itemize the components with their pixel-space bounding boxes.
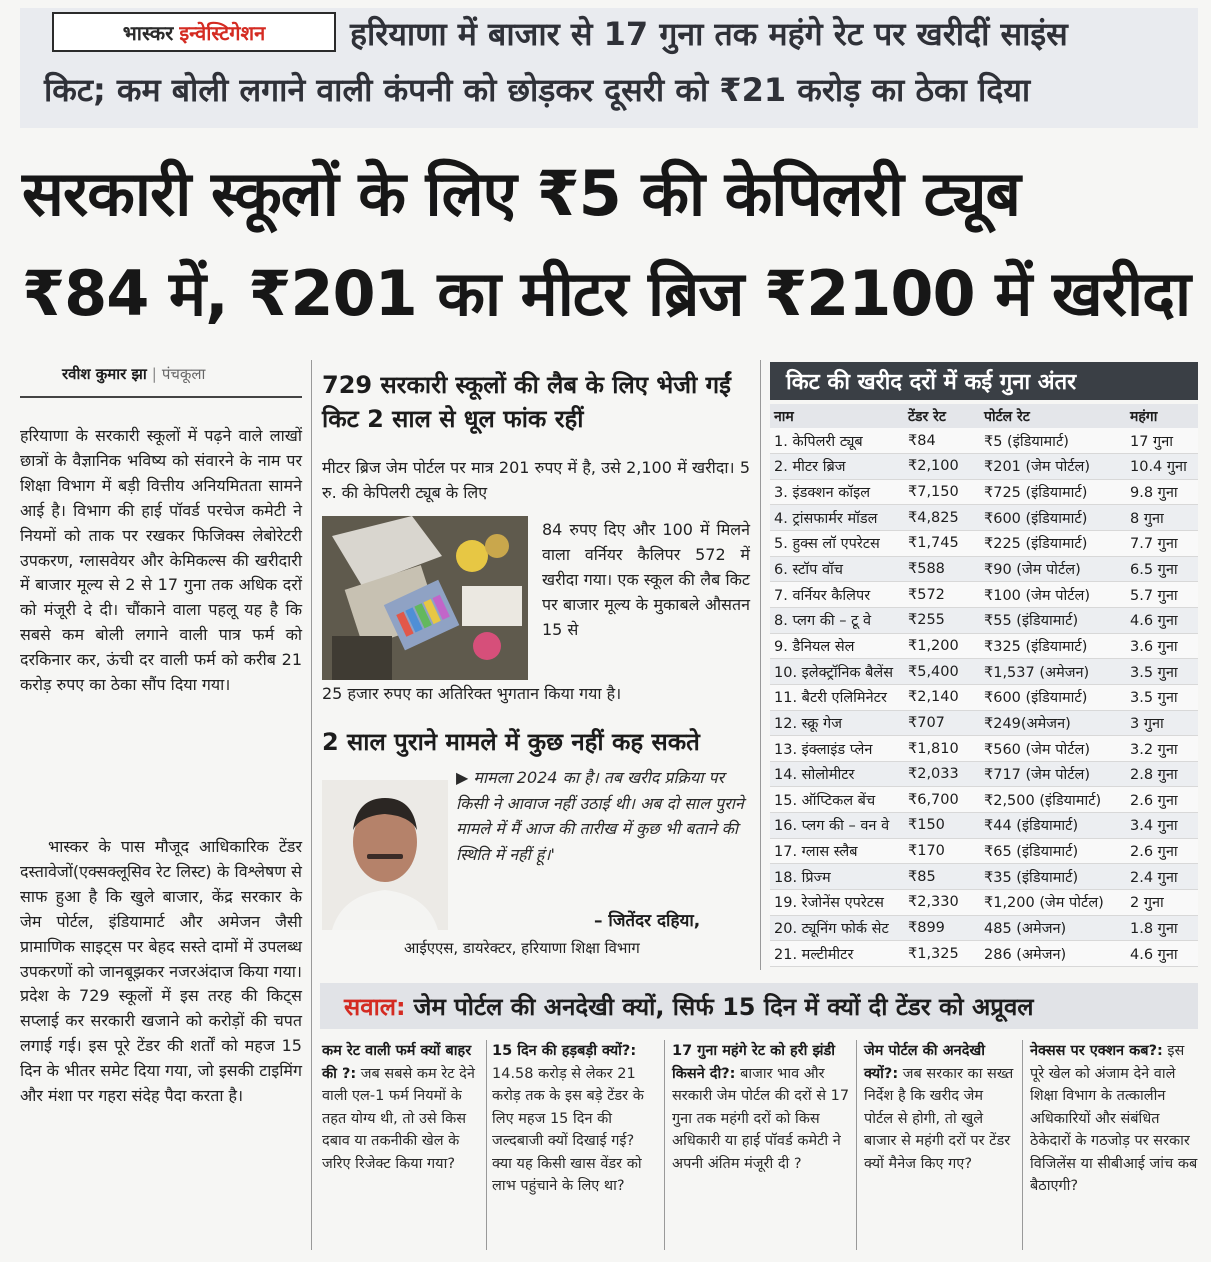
portal-rate-cell: ₹201 (जेम पोर्टल)	[980, 454, 1126, 480]
item-name-cell: 20. ट्यूनिंग फोर्क सेट	[770, 915, 904, 941]
section-brand-badge	[52, 12, 336, 52]
item-name-cell: 11. बैटरी एलिमिनेटर	[770, 684, 904, 710]
tender-rate-cell: ₹5,400	[904, 659, 980, 685]
costlier-cell: 3.6 गुना	[1126, 633, 1198, 659]
question-title: 17 गुना महंगे रेट को हरी झंडी किसने दी?:	[672, 1043, 835, 1082]
costlier-cell: 4.6 गुना	[1126, 607, 1198, 633]
story-paragraph-2: भास्कर के पास मौजूद आधिकारिक टेंडर दस्तावेजों(एक्सक्लूसिव रेट लिस्ट) के विश्लेषण से साफ हुआ है कि खुले बाजार, केंद्र सरकार के जेम पोर्टल, इंडियामार्ट और अमेजन जैसी प्रामाणिक साइट्स पर बेहद सस्ते दामों में उपलब्ध उपकरणों को जानबूझकर नजरअंदाज किया गया। प्रदेश के 729 स्कूलों में इस तरह की किट्स सप्लाई कर सरकारी खजाने को करोड़ों की चपत लगाई गई। इस पूरे टेंडर की शर्तों को महज 15 दिन के भीतर समेट दिया गया, जो इसकी टाइमिंग और मंशा पर गहरा संदेह पैदा करता है।	[20, 837, 302, 1106]
questions-banner	[320, 983, 1198, 1029]
middle-paragraph-right: 84 रुपए दिए और 100 में मिलने वाला वर्नियर कैलिपर 572 में खरीदा गया। एक स्कूल की लैब किट पर बाजार मूल्य के मुकाबले औसतन 15 से	[542, 520, 750, 639]
quote-speaker-designation: आईएएस, डायरेक्टर, हरियाणा शिक्षा विभाग	[404, 939, 640, 957]
table-header-row	[770, 404, 1198, 428]
table-row	[770, 710, 1198, 736]
portal-rate-cell: ₹5 (इंडियामार्ट)	[980, 428, 1126, 454]
subhead-labs: 729 सरकारी स्कूलों की लैब के लिए भेजी गईं किट 2 साल से धूल फांक रहीं	[322, 371, 731, 433]
portal-rate-cell: ₹560 (जेम पोर्टल)	[980, 736, 1126, 762]
costlier-cell: 2.6 गुना	[1126, 787, 1198, 813]
lab-kit-image	[322, 516, 528, 680]
portal-rate-cell: ₹1,200 (जेम पोर्टल)	[980, 890, 1126, 916]
questions-banner-text: जेम पोर्टल की अनदेखी क्यों, सिर्फ 15 दिन में क्यों दी टेंडर को अप्रूवल	[413, 992, 1034, 1021]
portal-rate-cell: 286 (अमेजन)	[980, 941, 1126, 967]
costlier-cell: 7.7 गुना	[1126, 531, 1198, 557]
table-row	[770, 428, 1198, 454]
item-name-cell: 15. ऑप्टिकल बेंच	[770, 787, 904, 813]
question-item	[864, 1040, 1016, 1175]
table-row	[770, 684, 1198, 710]
item-name-cell: 1. केपिलरी ट्यूब	[770, 428, 904, 454]
portal-rate-cell: ₹325 (इंडियामार्ट)	[980, 633, 1126, 659]
table-row	[770, 633, 1198, 659]
rate-table-title: किट की खरीद दरों में कई गुना अंतर	[770, 362, 1198, 400]
portal-rate-cell: ₹44 (इंडियामार्ट)	[980, 813, 1126, 839]
costlier-cell: 2.8 गुना	[1126, 761, 1198, 787]
column-header-tender-rate: टेंडर रेट	[904, 404, 980, 428]
item-name-cell: 17. ग्लास स्लैब	[770, 838, 904, 864]
question-title: 15 दिन की हड़बड़ी क्यों?:	[492, 1043, 637, 1059]
costlier-cell: 2.6 गुना	[1126, 838, 1198, 864]
question-title: नेक्सस पर एक्शन कब?:	[1030, 1043, 1163, 1059]
costlier-cell: 3 गुना	[1126, 710, 1198, 736]
tender-rate-cell: ₹2,100	[904, 454, 980, 480]
portal-rate-cell: ₹2,500 (इंडियामार्ट)	[980, 787, 1126, 813]
kicker-line-2: किट; कम बोली लगाने वाली कंपनी को छोड़कर दूसरी को ₹21 करोड़ का ठेका दिया	[44, 71, 1031, 109]
tender-rate-cell: ₹707	[904, 710, 980, 736]
tender-rate-cell: ₹170	[904, 838, 980, 864]
table-row	[770, 479, 1198, 505]
item-name-cell: 14. सोलोमीटर	[770, 761, 904, 787]
portal-rate-cell: ₹225 (इंडियामार्ट)	[980, 531, 1126, 557]
portal-rate-cell: ₹249(अमेजन)	[980, 710, 1126, 736]
kicker-line-1: हरियाणा में बाजार से 17 गुना तक महंगे रेट पर खरीदीं साइंस	[350, 15, 1068, 53]
quote-mark-icon: ▶	[456, 768, 469, 787]
table-row	[770, 736, 1198, 762]
costlier-cell: 2.4 गुना	[1126, 864, 1198, 890]
question-item	[672, 1040, 850, 1175]
table-row	[770, 915, 1198, 941]
table-row	[770, 531, 1198, 557]
portal-rate-cell: ₹600 (इंडियामार्ट)	[980, 505, 1126, 531]
item-name-cell: 7. वर्नियर कैलिपर	[770, 582, 904, 608]
question-text: 14.58 करोड़ से लेकर 21 करोड़ तक के इस बड़े टेंडर के लिए महज 15 दिन की जल्दबाजी क्यों दिखाई गई? क्या यह किसी खास वेंडर को लाभ पहुंचाने के लिए था?	[492, 1065, 644, 1194]
subhead-official-response: 2 साल पुराने मामले में कुछ नहीं कह सकते	[322, 728, 700, 756]
table-row	[770, 454, 1198, 480]
questions-label: सवाल:	[344, 992, 406, 1021]
rate-comparison-table	[770, 404, 1198, 967]
costlier-cell: 5.7 गुना	[1126, 582, 1198, 608]
portal-rate-cell: ₹90 (जेम पोर्टल)	[980, 556, 1126, 582]
question-title: जेम पोर्टल की अनदेखी क्यों?:	[864, 1043, 986, 1082]
costlier-cell: 2 गुना	[1126, 890, 1198, 916]
costlier-cell: 8 गुना	[1126, 505, 1198, 531]
table-row	[770, 607, 1198, 633]
column-divider-1	[311, 360, 312, 1250]
question-item	[322, 1040, 482, 1175]
tender-rate-cell: ₹2,033	[904, 761, 980, 787]
portal-rate-cell: ₹35 (इंडियामार्ट)	[980, 864, 1126, 890]
tender-rate-cell: ₹1,200	[904, 633, 980, 659]
question-item	[492, 1040, 658, 1198]
tender-rate-cell: ₹588	[904, 556, 980, 582]
portal-rate-cell: ₹55 (इंडियामार्ट)	[980, 607, 1126, 633]
costlier-cell: 1.8 गुना	[1126, 915, 1198, 941]
tender-rate-cell: ₹150	[904, 813, 980, 839]
table-row	[770, 838, 1198, 864]
column-header-costlier: महंगा	[1126, 404, 1198, 428]
item-name-cell: 6. स्टॉप वॉच	[770, 556, 904, 582]
table-row	[770, 813, 1198, 839]
item-name-cell: 16. प्लग की – वन वे	[770, 813, 904, 839]
table-row	[770, 505, 1198, 531]
middle-paragraph-bottom: 25 हजार रुपए का अतिरिक्त भुगतान किया गया है।	[322, 684, 622, 703]
column-header-name: नाम	[770, 404, 904, 428]
table-row	[770, 941, 1198, 967]
portal-rate-cell: ₹717 (जेम पोर्टल)	[980, 761, 1126, 787]
table-row	[770, 787, 1198, 813]
question-text: बाजार भाव और सरकारी जेम पोर्टल की दरों से 17 गुना तक महंगी दरों को किस अधिकारी या हाई पॉवर्ड कमेटी ने अपनी अंतिम मंजूरी दी ?	[672, 1065, 850, 1172]
tender-rate-cell: ₹6,700	[904, 787, 980, 813]
tender-rate-cell: ₹7,150	[904, 479, 980, 505]
item-name-cell: 10. इलेक्ट्रॉनिक बैलेंस	[770, 659, 904, 685]
item-name-cell: 5. हुक्स लॉ एपरेटस	[770, 531, 904, 557]
byline: रवीश कुमार झा | पंचकूला	[62, 365, 206, 383]
portal-rate-cell: ₹600 (इंडियामार्ट)	[980, 684, 1126, 710]
section-name: इन्वेस्टिगेशन	[179, 20, 266, 45]
costlier-cell: 10.4 गुना	[1126, 454, 1198, 480]
tender-rate-cell: ₹2,140	[904, 684, 980, 710]
column-header-portal-rate: पोर्टल रेट	[980, 404, 1126, 428]
portal-rate-cell: 485 (अमेजन)	[980, 915, 1126, 941]
tender-rate-cell: ₹84	[904, 428, 980, 454]
question-item	[1030, 1040, 1198, 1198]
tender-rate-cell: ₹1,810	[904, 736, 980, 762]
headline-line-1: सरकारी स्कूलों के लिए ₹5 की केपिलरी ट्यूब	[22, 157, 1020, 230]
tender-rate-cell: ₹85	[904, 864, 980, 890]
quote-text: मामला 2024 का है। तब खरीद प्रक्रिया पर किसी ने आवाज नहीं उठाई थी। अब दो साल पुराने मामले में मैं आज की तारीख में कुछ भी बताने की स्थिति में नहीं हूं।'	[456, 768, 744, 864]
official-quote	[456, 765, 746, 867]
table-row	[770, 582, 1198, 608]
item-name-cell: 8. प्लग की – टू वे	[770, 607, 904, 633]
costlier-cell: 9.8 गुना	[1126, 479, 1198, 505]
brand-name: भास्कर	[122, 20, 174, 45]
official-portrait	[322, 780, 448, 930]
question-divider	[856, 1040, 857, 1250]
author-name: रवीश कुमार झा	[62, 365, 147, 383]
item-name-cell: 21. मल्टीमीटर	[770, 941, 904, 967]
table-row	[770, 864, 1198, 890]
tender-rate-cell: ₹255	[904, 607, 980, 633]
item-name-cell: 9. डैनियल सेल	[770, 633, 904, 659]
question-text: जब सरकार का सख्त निर्देश है कि खरीद जेम पोर्टल से होगी, तो खुले बाजार से महंगी दरों पर टेंडर क्यों मैनेज किए गए?	[864, 1065, 1014, 1172]
portal-rate-cell: ₹100 (जेम पोर्टल)	[980, 582, 1126, 608]
item-name-cell: 19. रेजोनेंस एपरेटस	[770, 890, 904, 916]
question-divider	[664, 1040, 665, 1250]
item-name-cell: 12. स्क्रू गेज	[770, 710, 904, 736]
column-divider-2	[760, 360, 761, 970]
middle-paragraph-top: मीटर ब्रिज जेम पोर्टल पर मात्र 201 रुपए में है, उसे 2,100 में खरीदा। 5 रु. की केपिलरी ट्यूब के लिए	[322, 458, 750, 502]
costlier-cell: 3.5 गुना	[1126, 684, 1198, 710]
costlier-cell: 3.2 गुना	[1126, 736, 1198, 762]
quote-speaker-name: – जितेंदर दहिया,	[594, 911, 701, 931]
table-row	[770, 556, 1198, 582]
portal-rate-cell: ₹1,537 (अमेजन)	[980, 659, 1126, 685]
costlier-cell: 6.5 गुना	[1126, 556, 1198, 582]
byline-rule	[20, 396, 302, 398]
item-name-cell: 13. इंक्लाइंड प्लेन	[770, 736, 904, 762]
item-name-cell: 18. प्रिज्म	[770, 864, 904, 890]
dateline-place: पंचकूला	[161, 365, 206, 383]
tender-rate-cell: ₹572	[904, 582, 980, 608]
question-text: इस पूरे खेल को अंजाम देने वाले शिक्षा विभाग के तत्कालीन अधिकारियों और संबंधित ठेकेदारों के गठजोड़ पर सरकार विजिलेंस या सीबीआई जांच कब बैठाएगी?	[1030, 1043, 1198, 1194]
tender-rate-cell: ₹1,745	[904, 531, 980, 557]
table-row	[770, 761, 1198, 787]
official-photo	[322, 780, 448, 930]
question-divider	[486, 1040, 487, 1250]
costlier-cell: 3.5 गुना	[1126, 659, 1198, 685]
tender-rate-cell: ₹1,325	[904, 941, 980, 967]
table-row	[770, 659, 1198, 685]
story-paragraph-1: हरियाणा के सरकारी स्कूलों में पढ़ने वाले लाखों छात्रों के वैज्ञानिक भविष्य को संवारने के नाम पर शिक्षा विभाग में बड़ी वित्तीय अनियमितता सामने आई है। विभाग की हाई पॉवर्ड परचेज कमेटी ने नियमों को ताक पर रखकर फिजिक्स लेबोरेटरी उपकरण, ग्लासवेयर और केमिकल्स की खरीदारी में बाजार मूल्य से 2 से 17 गुना तक अधिक दरों को मंजूरी दे दी। चौंकाने वाला पहलू यह है कि सबसे कम बोली लगाने वाली पात्र फर्म को दरकिनार कर, ऊंची दर वाली फर्म को करीब 21 करोड़ रुपए का ठेका सौंप दिया गया।	[20, 426, 302, 695]
table-row	[770, 890, 1198, 916]
question-title: कम रेट वाली फर्म क्यों बाहर की ?:	[322, 1043, 472, 1082]
tender-rate-cell: ₹2,330	[904, 890, 980, 916]
lab-kit-photo	[322, 516, 528, 680]
tender-rate-cell: ₹4,825	[904, 505, 980, 531]
portal-rate-cell: ₹65 (इंडियामार्ट)	[980, 838, 1126, 864]
tender-rate-cell: ₹899	[904, 915, 980, 941]
costlier-cell: 4.6 गुना	[1126, 941, 1198, 967]
item-name-cell: 4. ट्रांसफार्मर मॉडल	[770, 505, 904, 531]
costlier-cell: 17 गुना	[1126, 428, 1198, 454]
question-divider	[1022, 1040, 1023, 1250]
costlier-cell: 3.4 गुना	[1126, 813, 1198, 839]
headline-line-2: ₹84 में, ₹201 का मीटर ब्रिज ₹2100 में खरीदा	[22, 257, 1191, 330]
item-name-cell: 3. इंडक्शन कॉइल	[770, 479, 904, 505]
question-text: जब सबसे कम रेट देने वाली एल-1 फर्म नियमों के तहत योग्य थी, तो उसे किस दबाव या तकनीकी खेल के जरिए रिजेक्ट किया गया?	[322, 1065, 475, 1172]
portal-rate-cell: ₹725 (इंडियामार्ट)	[980, 479, 1126, 505]
item-name-cell: 2. मीटर ब्रिज	[770, 454, 904, 480]
